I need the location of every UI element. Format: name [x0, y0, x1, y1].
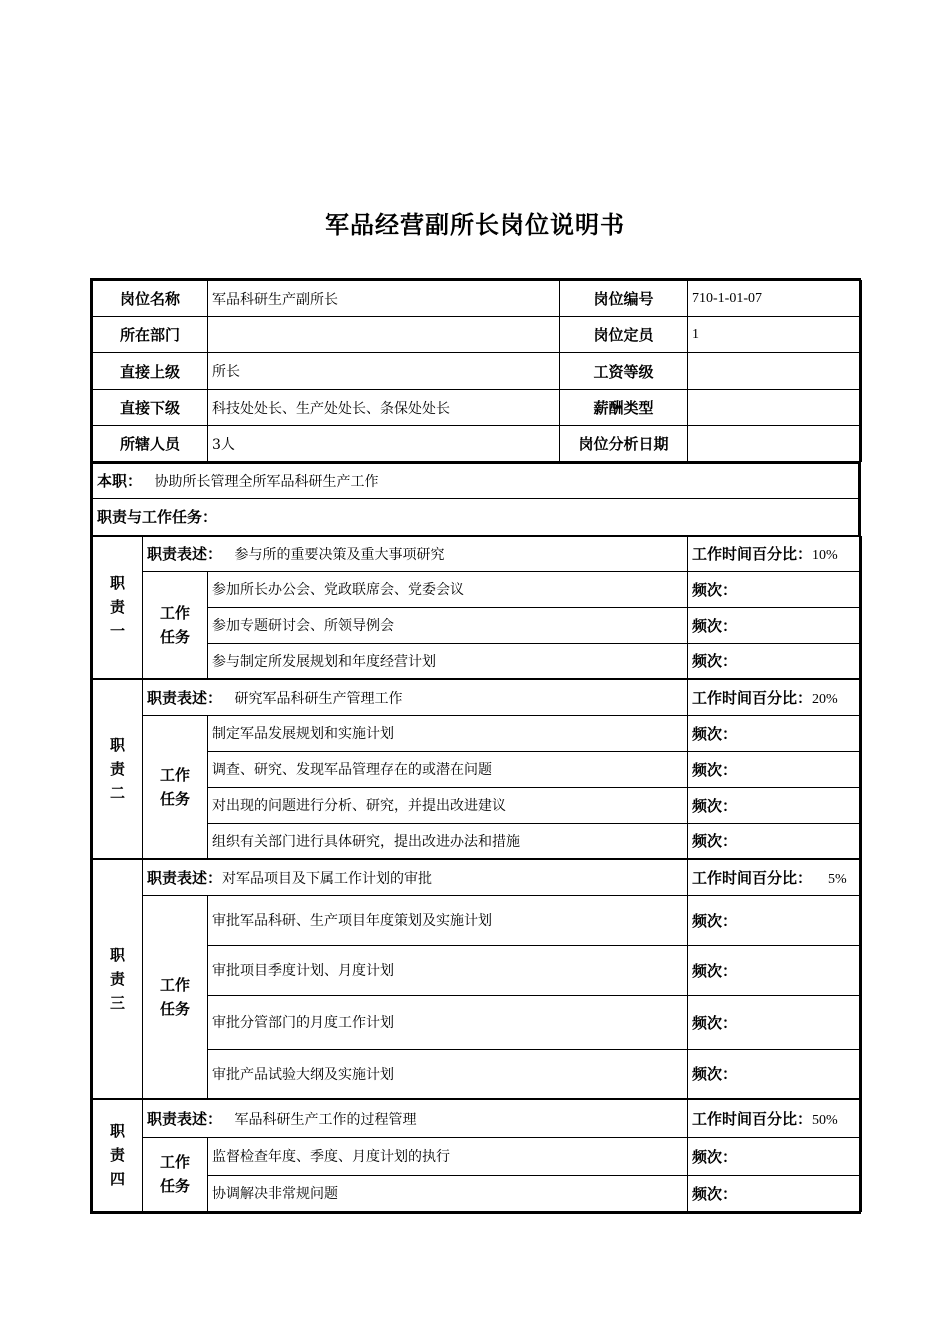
time-pct-value: 20% [812, 691, 838, 707]
headcount-value: 1 [688, 317, 862, 353]
table-row [93, 1049, 862, 1099]
department-label: 所在部门 [93, 317, 208, 353]
duties-heading: 职责与工作任务： [93, 498, 859, 535]
salary-grade-label: 工资等级 [560, 353, 688, 390]
frequency-label: 频次： [688, 1049, 862, 1099]
time-pct-label: 工作时间百分比： [692, 1109, 813, 1128]
table-row [93, 1137, 862, 1175]
frequency-label: 频次： [688, 823, 862, 859]
duty-1-desc-row [93, 536, 862, 571]
main-duty-row [93, 463, 859, 498]
headcount-label: 岗位定员 [560, 317, 688, 353]
duty-desc-text: 对军品项目及下属工作计划的审批 [222, 870, 433, 887]
position-code-value: 710-1-01-07 [688, 281, 862, 317]
task-text: 参加专题研讨会、所领导例会 [208, 607, 688, 643]
time-pct-label: 工作时间百分比： [692, 688, 813, 707]
frequency-label: 频次： [688, 1175, 862, 1211]
duty-4-label: 职 责 四 [93, 1099, 143, 1211]
duty-3-description [143, 859, 688, 895]
table-row [93, 787, 862, 823]
duty-1-label: 职 责 一 [93, 536, 143, 679]
table-row [93, 1175, 862, 1211]
frequency-label: 频次： [688, 945, 862, 995]
duty-desc-text: 参与所的重要决策及重大事项研究 [234, 547, 445, 563]
duties-table [92, 536, 862, 1212]
task-text: 参与制定所发展规划和年度经营计划 [208, 643, 688, 679]
task-text: 调查、研究、发现军品管理存在的或潜在问题 [208, 751, 688, 787]
analysis-date-label: 岗位分析日期 [560, 426, 688, 462]
task-text: 审批产品试验大纲及实施计划 [208, 1049, 688, 1099]
form-frame [90, 278, 861, 1214]
duty-2-desc-row [93, 679, 862, 715]
document-title: 军品经营副所长岗位说明书 [325, 211, 625, 239]
subordinates-label: 直接下级 [93, 390, 208, 426]
task-label: 工作 任务 [143, 1137, 208, 1211]
main-duty-label: 本职： [97, 472, 143, 491]
time-pct-value: 10% [812, 548, 838, 563]
task-text: 协调解决非常规问题 [208, 1175, 688, 1211]
task-text: 参加所长办公会、党政联席会、党委会议 [208, 571, 688, 607]
task-label: 工作 任务 [143, 715, 208, 859]
department-value [208, 317, 560, 353]
frequency-label: 频次： [688, 995, 862, 1049]
job-description-form [90, 278, 861, 1214]
duty-4-description [143, 1099, 688, 1137]
duty-2-description [143, 679, 688, 715]
frequency-label: 频次： [688, 751, 862, 787]
task-label: 工作 任务 [143, 895, 208, 1099]
task-text: 审批项目季度计划、月度计划 [208, 945, 688, 995]
time-pct-value: 5% [828, 871, 847, 887]
table-row [93, 643, 862, 679]
pay-type-label: 薪酬类型 [560, 390, 688, 426]
duty-3-time [688, 859, 862, 895]
duty-desc-label: 职责表述： [147, 545, 223, 563]
duty-1-time [688, 536, 862, 571]
table-row [93, 945, 862, 995]
task-label: 工作 任务 [143, 571, 208, 679]
duty-desc-text: 军品科研生产工作的过程管理 [234, 1111, 417, 1128]
table-row [93, 895, 862, 945]
task-text: 监督检查年度、季度、月度计划的执行 [208, 1137, 688, 1175]
duty-desc-text: 研究军品科研生产管理工作 [234, 690, 403, 707]
task-text: 组织有关部门进行具体研究，提出改进办法和措施 [208, 823, 688, 859]
table-row [93, 571, 862, 607]
table-row [93, 715, 862, 751]
duty-desc-label: 职责表述： [147, 868, 223, 887]
duty-4-time [688, 1099, 862, 1137]
staff-value: 3人 [208, 426, 560, 462]
superior-value: 所长 [208, 353, 560, 390]
main-duty-table [92, 462, 859, 536]
time-pct-value: 50% [812, 1112, 838, 1128]
frequency-label: 频次： [688, 607, 862, 643]
duty-2-time [688, 679, 862, 715]
pay-type-value [688, 390, 862, 426]
frequency-label: 频次： [688, 643, 862, 679]
duty-1-description [143, 536, 688, 571]
frequency-label: 频次： [688, 895, 862, 945]
table-row [93, 995, 862, 1049]
table-row [93, 823, 862, 859]
frequency-label: 频次： [688, 1137, 862, 1175]
main-duty-text: 协助所长管理全所军品科研生产工作 [154, 474, 379, 491]
time-pct-label: 工作时间百分比： [692, 545, 813, 563]
duty-3-desc-row [93, 859, 862, 895]
table-row [93, 607, 862, 643]
duty-desc-label: 职责表述： [147, 688, 223, 707]
analysis-date-value [688, 426, 862, 462]
header-info-table [92, 280, 862, 462]
task-text: 对出现的问题进行分析、研究，并提出改进建议 [208, 787, 688, 823]
task-text: 制定军品发展规划和实施计划 [208, 715, 688, 751]
time-pct-label: 工作时间百分比： [692, 868, 813, 887]
duty-2-label: 职 责 二 [93, 679, 143, 859]
salary-grade-value [688, 353, 862, 390]
position-code-label: 岗位编号 [560, 281, 688, 317]
table-row [93, 751, 862, 787]
frequency-label: 频次： [688, 571, 862, 607]
task-text: 审批军品科研、生产项目年度策划及实施计划 [208, 895, 688, 945]
duty-4-desc-row [93, 1099, 862, 1137]
frequency-label: 频次： [688, 787, 862, 823]
position-name-label: 岗位名称 [93, 281, 208, 317]
superior-label: 直接上级 [93, 353, 208, 390]
subordinates-value: 科技处处长、生产处处长、条保处处长 [208, 390, 560, 426]
staff-label: 所辖人员 [93, 426, 208, 462]
frequency-label: 频次： [688, 715, 862, 751]
task-text: 审批分管部门的月度工作计划 [208, 995, 688, 1049]
duty-desc-label: 职责表述： [147, 1109, 223, 1128]
duty-3-label: 职 责 三 [93, 859, 143, 1099]
position-name-value: 军品科研生产副所长 [208, 281, 560, 317]
